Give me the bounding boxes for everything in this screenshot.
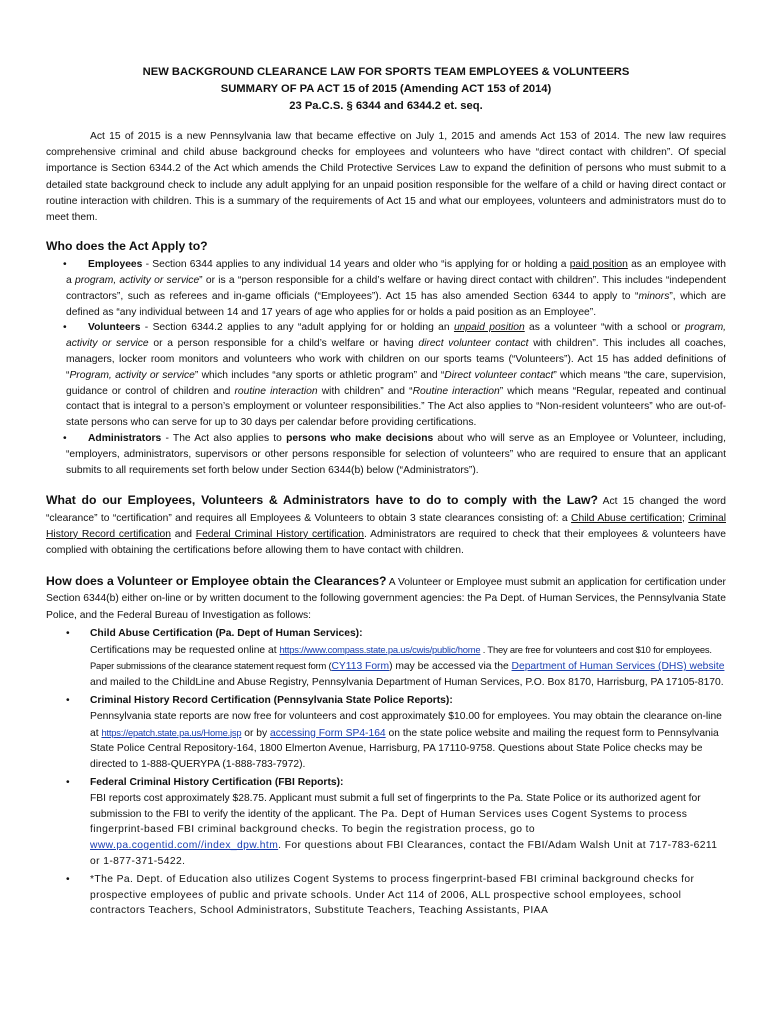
comply-text: Child Abuse certification — [571, 512, 682, 524]
bullet-icon: • — [66, 694, 70, 706]
federal-text: The Pa. Dept of Human Services uses Cogent Systems to process fingerprint-based FBI criminal background checks. To begin the registration process, go to — [90, 808, 688, 836]
bullet-icon: • — [66, 627, 70, 639]
criminal-history-text: or by — [241, 727, 271, 739]
comply-text: Federal Criminal History certification — [195, 528, 365, 540]
employees-text: as an employee with a — [66, 259, 726, 287]
comply-text: . Administrators are required to check that their employees & volunteers have complied with obtaining the certifications before allowing them to have contact with children. — [46, 528, 726, 556]
volunteers-text: Program, activity or service — [69, 369, 195, 381]
bullet-icon: • — [66, 873, 70, 885]
list-item-volunteers — [63, 320, 727, 431]
comply-text: Act 15 changed the word “clearance” to “certification” and requires all Employees & Volunteers to obtain 3 state clearances consisting of: a — [46, 496, 726, 524]
comply-heading: What do our Employees, Volunteers & Administrators have to do to comply with the Law? — [46, 493, 598, 508]
employees-text: paid position — [569, 259, 628, 271]
intro-paragraph: Act 15 of 2015 is a new Pennsylvania law that became effective on July 1, 2015 and amends Act 153 of 2014. The new law requires comprehensive criminal and child abuse background checks for employees and volunteers who have “direct contact with children”. Of special importance is Section 6344.2 of the Act which amends the Child Protective Services Law to expand the definition of persons who must submit to a detailed state background check to include any adult applying for an unpaid position responsible for the welfare of a child or having direct contact or routine interaction with children. This is a summary of the requirements of Act 15 and what our employees, volunteers and administrators must do to meet them. — [46, 131, 726, 224]
volunteers-text: Routine interaction — [412, 385, 500, 397]
employees-text: ” or is a “person responsible for a child’s welfare or having direct contact with children”. This includes “independent contractors”, such as referees and in-game officials (“Employees”). Act 15 has also amended Section 6344 to apply to “ — [66, 275, 726, 302]
federal-text: FBI reports cost approximately $28.75. Applicant must submit a full set of fingerprints to the Pa. State Police or its authorized agent for submission to the FBI to verify the identity of the applicant. — [90, 792, 701, 820]
title-line-2: SUMMARY OF PA ACT 15 of 2015 (Amending ACT 153 of 2014) — [220, 83, 552, 95]
volunteers-text: ” which includes “any sports or athletic program” and “ — [194, 369, 445, 381]
bullet-icon: • — [63, 432, 67, 444]
criminal-history-text: Pennsylvania state reports are now free for volunteers and cost approximately $10.00 for employees. You may obtain the clearance on-line at — [90, 710, 722, 739]
volunteers-text: ” which means “the care, supervision, guidance or control of children and — [66, 369, 727, 397]
volunteers-text: as a volunteer “with a school or — [524, 322, 685, 334]
volunteers-label: Volunteers — [88, 322, 141, 334]
list-item-federal — [66, 775, 726, 870]
title-line-1: NEW BACKGROUND CLEARANCE LAW FOR SPORTS TEAM EMPLOYEES & VOLUNTEERS — [142, 66, 630, 78]
comply-text: ; — [681, 512, 689, 524]
employees-label: Employees — [88, 259, 143, 271]
cy113-form-link[interactable]: CY113 Form — [331, 661, 390, 673]
dhs-website-link[interactable]: Department of Human Services (DHS) website — [511, 661, 725, 673]
volunteers-text: routine interaction — [234, 385, 318, 397]
volunteers-text: ” which means “Regular, repeated and continual contact that is integral to a person’s employment or volunteer responsibilities.” The Act also applies to “Non-resident volunteers” who are out-of-state persons who can serve for up to 30 days per calendar before providing certifications. — [66, 385, 726, 429]
administrators-label: Administrators — [88, 432, 162, 444]
employees-text: program, activity or service — [74, 275, 200, 287]
obtain-heading: How does a Volunteer or Employee obtain the Clearances? — [46, 574, 387, 589]
child-abuse-text: and mailed to the ChildLine and Abuse Registry, Pennsylvania Department of Human Services, P.O. Box 8170, Harrisburg, PA 17105-8170. — [90, 677, 724, 689]
education-text: *The Pa. Dept. of Education also utilizes Cogent Systems to process fingerprint-based FBI criminal background checks for prospective employees of public and private schools. Under Act 114 of 2006, ALL prospective school employees, school contractors Teachers, School Administrators, Substitute Teachers, Teaching Assistants, PIAA — [90, 873, 695, 917]
list-item-criminal-history — [66, 693, 726, 773]
volunteers-text: with children”. This includes all coaches, managers, locker room monitors and volunteers who work with children on our sports teams (“Volunteers”). Act 15 has added definitions of “ — [66, 338, 727, 381]
title-line-3: 23 Pa.C.S. § 6344 and 6344.2 et. seq. — [289, 100, 483, 112]
criminal-history-heading: Criminal History Record Certification (Pennsylvania State Police Reports): — [90, 694, 453, 706]
comply-text: and — [170, 528, 196, 540]
criminal-history-text: on the state police website and mailing the request form to Pennsylvania State Police Central Repository-164, 1800 Elmerton Avenue, Harrisburg, PA 17110-9758. Questions about State Police checks may be directed to 1-888-QUERYPA (1-888-783-7972). — [90, 727, 719, 771]
clearance-list — [46, 626, 726, 919]
compass-link[interactable]: https://www.compass.state.pa.us/cwis/public/home — [279, 643, 481, 655]
volunteers-text: or a person responsible for a child’s welfare or having — [148, 338, 419, 350]
who-heading: Who does the Act Apply to? — [46, 239, 208, 254]
child-abuse-text: . They are free for volunteers and cost $10 for employees. Paper submissions of the clearance statement request form ( — [90, 643, 712, 672]
federal-heading: Federal Criminal History Certification (FBI Reports): — [90, 776, 344, 788]
volunteers-text: unpaid position — [453, 322, 525, 334]
comply-text: Criminal History Record certification — [46, 512, 726, 540]
bullet-icon: • — [63, 322, 67, 334]
employees-text: - Section 6344 applies to any individual 14 years and older who “is applying for or holding a — [142, 259, 570, 271]
child-abuse-heading: Child Abuse Certification (Pa. Dept of Human Services): — [90, 627, 363, 639]
who-list — [46, 257, 726, 478]
cogent-link[interactable]: www.pa.cogentid.com//index_dpw.htm — [90, 840, 279, 852]
list-item-education — [66, 872, 726, 919]
volunteers-text: with children” and “ — [317, 385, 413, 397]
volunteers-text: program, activity or service — [66, 322, 727, 350]
child-abuse-text: Certifications may be requested online at — [90, 644, 280, 656]
volunteers-text: - Section 6344.2 applies to any “adult applying for or holding an — [140, 322, 454, 334]
volunteers-text: direct volunteer contact — [418, 338, 529, 350]
list-item-administrators — [63, 431, 727, 478]
child-abuse-text: ) may be accessed via the — [389, 661, 512, 673]
epatch-link[interactable]: https://epatch.state.pa.us/Home.jsp — [101, 726, 242, 738]
federal-text: . For questions about FBI Clearances, contact the FBI/Adam Walsh Unit at 717-783-6211 or 1-877-371-5422. — [90, 840, 718, 867]
form-sp4-164-link[interactable]: accessing Form SP4-164 — [270, 727, 386, 739]
obtain-paragraph — [46, 573, 726, 624]
obtain-text: A Volunteer or Employee must submit an application for certification under Section 6344(b) either on-line or by written document to the following government agencies: the Pa Dept. of Human Services, the Pennsylvania State Police, and the Federal Bureau of Investigation as follows: — [46, 577, 726, 621]
list-item-child-abuse — [66, 626, 726, 691]
document-title — [46, 64, 726, 115]
employees-text: minors — [638, 290, 670, 302]
bullet-icon: • — [63, 259, 67, 271]
bullet-icon: • — [66, 776, 70, 788]
administrators-text: about who will serve as an Employee or Volunteer, including, “employers, administrators, supervisors or other persons responsible for selection of volunteers” who are required to ensure that an applicant submits to all requirements set forth below under Section 6344(b) below (“Administrators”). — [66, 432, 727, 476]
employees-text: ”, which are defined as “any individual between 14 and 17 years of age who applies for or holds a paid position as an Employee”. — [66, 290, 726, 318]
administrators-text: - The Act also applies to — [161, 432, 287, 444]
comply-paragraph — [46, 492, 726, 559]
volunteers-text: Direct volunteer contact — [444, 369, 554, 381]
administrators-text: persons who make decisions — [286, 432, 434, 444]
list-item-employees — [63, 257, 726, 320]
